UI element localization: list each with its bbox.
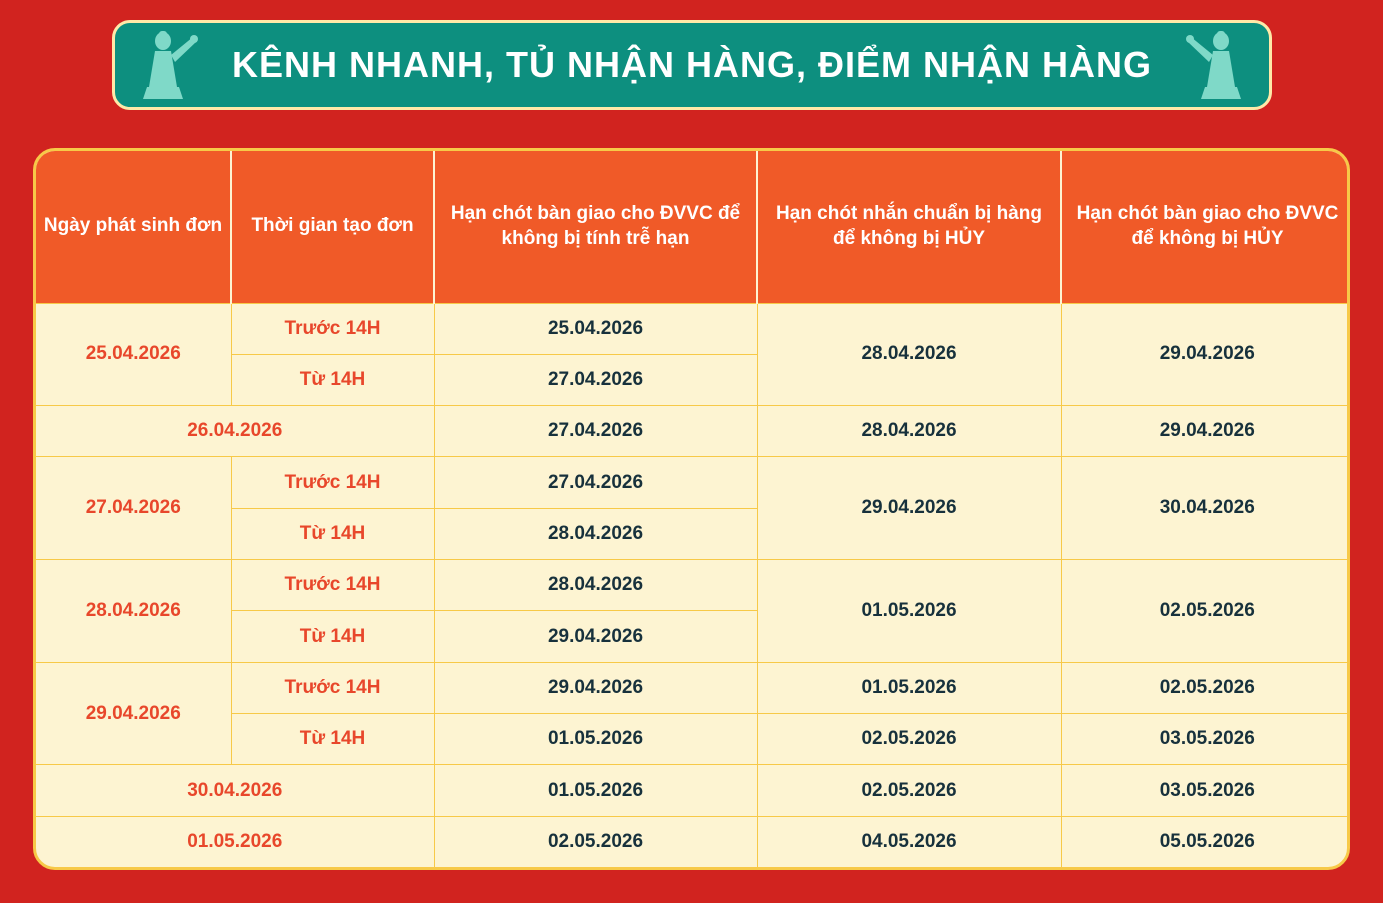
cell-prepare-deadline: 01.05.2026 bbox=[757, 662, 1061, 713]
cell-order-date: 27.04.2026 bbox=[36, 457, 231, 560]
table-row bbox=[36, 303, 1350, 354]
table-row bbox=[36, 714, 1350, 765]
cell-prepare-deadline: 02.05.2026 bbox=[757, 714, 1061, 765]
header-order-date: Ngày phát sinh đơn bbox=[36, 151, 231, 303]
cell-order-date: 30.04.2026 bbox=[36, 765, 434, 816]
header-handover-deadline: Hạn chót bàn giao cho ĐVVC để không bị tính trễ hạn bbox=[434, 151, 757, 303]
table-row bbox=[36, 406, 1350, 457]
table-row bbox=[36, 816, 1350, 867]
cell-prepare-deadline: 02.05.2026 bbox=[757, 765, 1061, 816]
cell-order-date: 28.04.2026 bbox=[36, 560, 231, 663]
cell-cancel-deadline: 02.05.2026 bbox=[1061, 662, 1350, 713]
lantern-figure-icon bbox=[137, 29, 199, 101]
cell-order-date: 25.04.2026 bbox=[36, 303, 231, 406]
cell-cancel-deadline: 03.05.2026 bbox=[1061, 714, 1350, 765]
cell-prepare-deadline: 28.04.2026 bbox=[757, 406, 1061, 457]
header-prepare-deadline: Hạn chót nhắn chuẩn bị hàng để không bị HỦY bbox=[757, 151, 1061, 303]
cell-cancel-deadline: 29.04.2026 bbox=[1061, 303, 1350, 406]
cell-order-time: Trước 14H bbox=[231, 662, 434, 713]
cell-handover-deadline: 01.05.2026 bbox=[434, 765, 757, 816]
banner-title: KÊNH NHANH, TỦ NHẬN HÀNG, ĐIỂM NHẬN HÀNG bbox=[232, 44, 1152, 85]
header-cancel-deadline: Hạn chót bàn giao cho ĐVVC để không bị HỦY bbox=[1061, 151, 1350, 303]
banner bbox=[112, 20, 1272, 110]
cell-order-date: 26.04.2026 bbox=[36, 406, 434, 457]
cell-handover-deadline: 25.04.2026 bbox=[434, 303, 757, 354]
table-row bbox=[36, 662, 1350, 713]
cell-order-time: Trước 14H bbox=[231, 560, 434, 611]
header-order-time: Thời gian tạo đơn bbox=[231, 151, 434, 303]
cell-handover-deadline: 29.04.2026 bbox=[434, 662, 757, 713]
cell-prepare-deadline: 04.05.2026 bbox=[757, 816, 1061, 867]
table-header-row bbox=[36, 151, 1350, 303]
cell-order-time: Từ 14H bbox=[231, 611, 434, 662]
cell-handover-deadline: 27.04.2026 bbox=[434, 406, 757, 457]
deadline-table bbox=[33, 148, 1350, 870]
table-row bbox=[36, 765, 1350, 816]
cell-handover-deadline: 29.04.2026 bbox=[434, 611, 757, 662]
cell-prepare-deadline: 28.04.2026 bbox=[757, 303, 1061, 406]
cell-cancel-deadline: 02.05.2026 bbox=[1061, 560, 1350, 663]
cell-cancel-deadline: 29.04.2026 bbox=[1061, 406, 1350, 457]
cell-order-date: 01.05.2026 bbox=[36, 816, 434, 867]
cell-prepare-deadline: 01.05.2026 bbox=[757, 560, 1061, 663]
cell-handover-deadline: 01.05.2026 bbox=[434, 714, 757, 765]
table-row bbox=[36, 457, 1350, 508]
cell-cancel-deadline: 05.05.2026 bbox=[1061, 816, 1350, 867]
cell-handover-deadline: 28.04.2026 bbox=[434, 560, 757, 611]
cell-order-time: Từ 14H bbox=[231, 714, 434, 765]
cell-handover-deadline: 02.05.2026 bbox=[434, 816, 757, 867]
cell-handover-deadline: 27.04.2026 bbox=[434, 354, 757, 405]
cell-order-time: Từ 14H bbox=[231, 508, 434, 559]
cell-order-date: 29.04.2026 bbox=[36, 662, 231, 765]
cell-prepare-deadline: 29.04.2026 bbox=[757, 457, 1061, 560]
table-row bbox=[36, 560, 1350, 611]
lantern-figure-icon bbox=[1185, 29, 1247, 101]
cell-order-time: Từ 14H bbox=[231, 354, 434, 405]
cell-handover-deadline: 27.04.2026 bbox=[434, 457, 757, 508]
cell-order-time: Trước 14H bbox=[231, 457, 434, 508]
cell-order-time: Trước 14H bbox=[231, 303, 434, 354]
cell-handover-deadline: 28.04.2026 bbox=[434, 508, 757, 559]
cell-cancel-deadline: 30.04.2026 bbox=[1061, 457, 1350, 560]
cell-cancel-deadline: 03.05.2026 bbox=[1061, 765, 1350, 816]
